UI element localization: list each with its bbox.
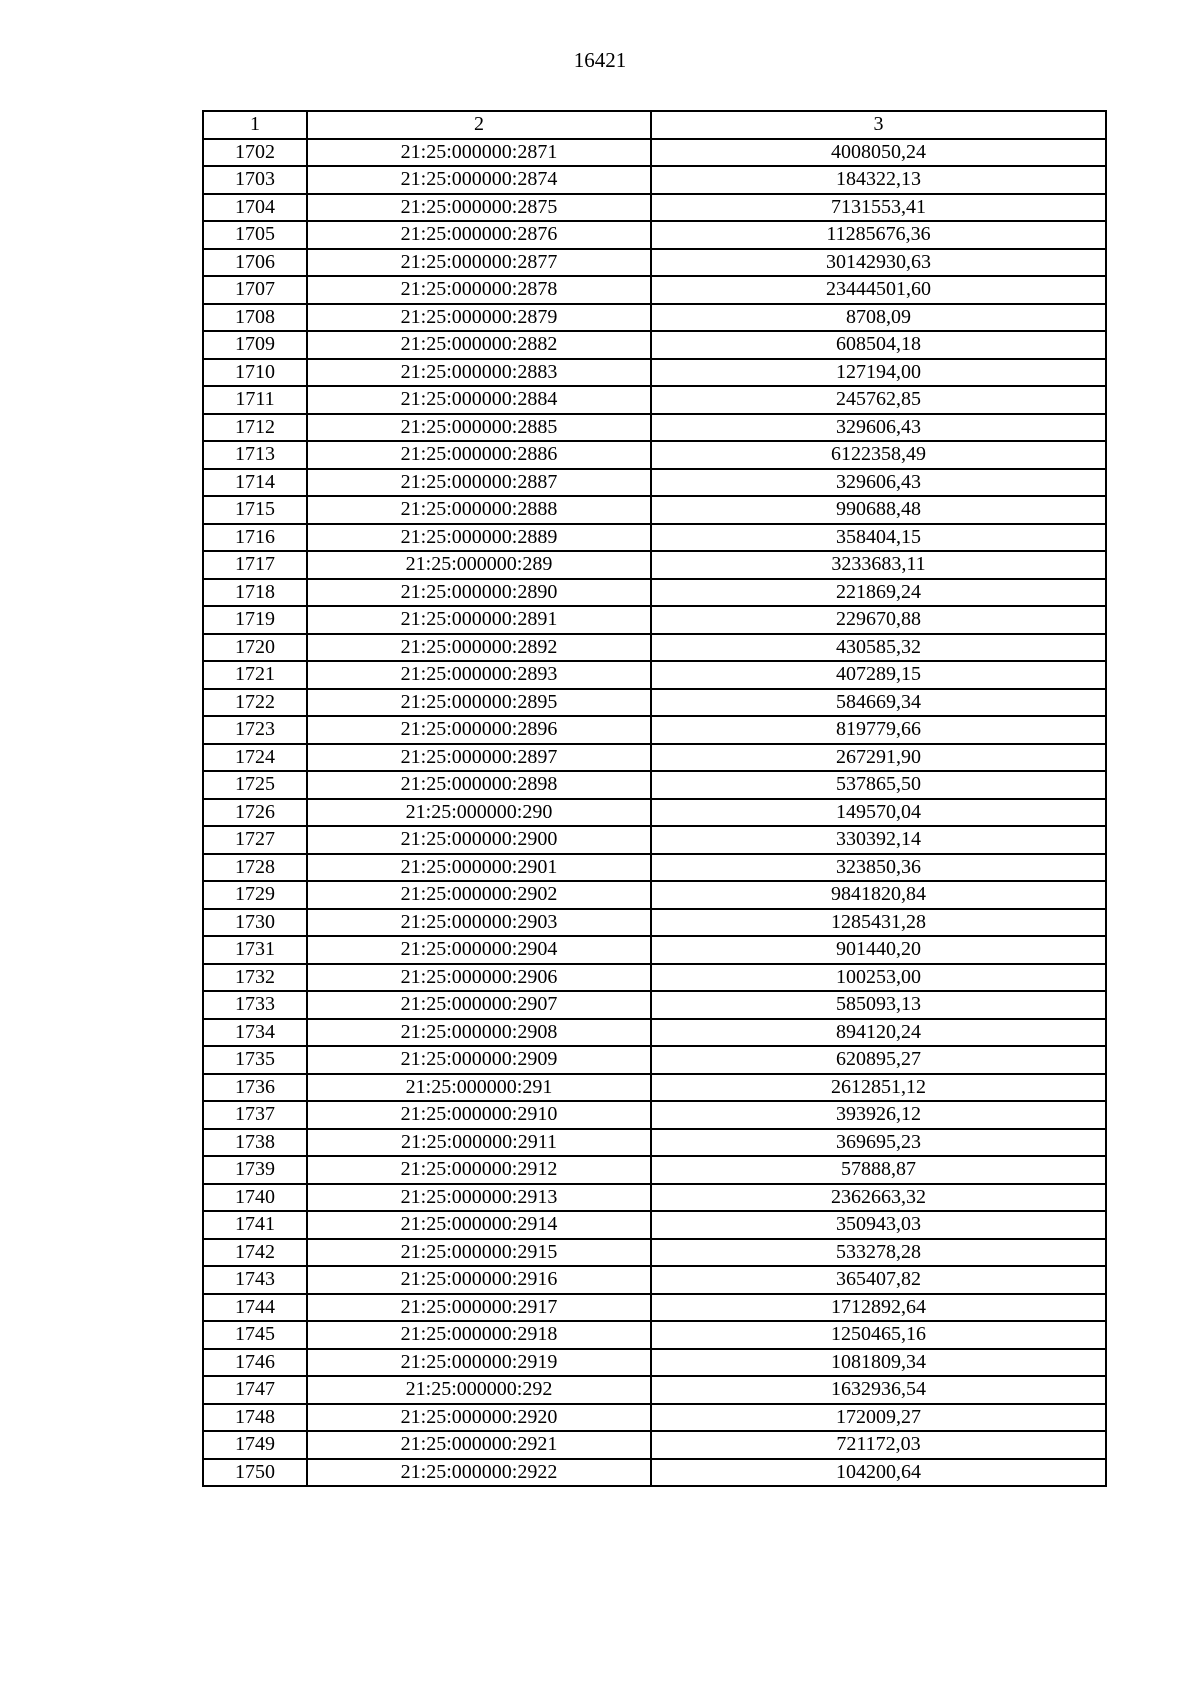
cadastral-value-cell: 104200,64 (651, 1459, 1106, 1487)
cadastral-value-cell: 819779,66 (651, 716, 1106, 744)
cadastral-value-cell: 30142930,63 (651, 249, 1106, 277)
row-number-cell: 1714 (203, 469, 307, 497)
cadastral-number-cell: 21:25:000000:2910 (307, 1101, 651, 1129)
cadastral-value-cell: 620895,27 (651, 1046, 1106, 1074)
table-row (203, 469, 1106, 497)
row-number-cell: 1709 (203, 331, 307, 359)
cadastral-number-cell: 21:25:000000:2911 (307, 1129, 651, 1157)
cadastral-value-cell: 267291,90 (651, 744, 1106, 772)
cadastral-value-cell: 184322,13 (651, 166, 1106, 194)
cadastral-number-cell: 21:25:000000:2891 (307, 606, 651, 634)
cadastral-value-cell: 369695,23 (651, 1129, 1106, 1157)
table-row (203, 744, 1106, 772)
row-number-cell: 1706 (203, 249, 307, 277)
cadastral-value-cell: 9841820,84 (651, 881, 1106, 909)
cadastral-value-cell: 6122358,49 (651, 441, 1106, 469)
cadastral-number-cell: 21:25:000000:2883 (307, 359, 651, 387)
row-number-cell: 1743 (203, 1266, 307, 1294)
cadastral-value-cell: 585093,13 (651, 991, 1106, 1019)
cadastral-number-cell: 21:25:000000:2921 (307, 1431, 651, 1459)
cadastral-number-cell: 21:25:000000:2915 (307, 1239, 651, 1267)
table-row (203, 716, 1106, 744)
table-row (203, 634, 1106, 662)
row-number-cell: 1722 (203, 689, 307, 717)
cadastral-value-cell: 358404,15 (651, 524, 1106, 552)
cadastral-value-cell: 23444501,60 (651, 276, 1106, 304)
column-header-2: 2 (307, 111, 651, 139)
cadastral-number-cell: 21:25:000000:2908 (307, 1019, 651, 1047)
column-header-3: 3 (651, 111, 1106, 139)
table-row (203, 991, 1106, 1019)
table-row (203, 579, 1106, 607)
table-row (203, 1349, 1106, 1377)
table-row (203, 551, 1106, 579)
cadastral-number-cell: 21:25:000000:2877 (307, 249, 651, 277)
cadastral-value-cell: 350943,03 (651, 1211, 1106, 1239)
cadastral-value-cell: 7131553,41 (651, 194, 1106, 222)
row-number-cell: 1750 (203, 1459, 307, 1487)
row-number-cell: 1744 (203, 1294, 307, 1322)
row-number-cell: 1720 (203, 634, 307, 662)
cadastral-number-cell: 21:25:000000:2878 (307, 276, 651, 304)
row-number-cell: 1726 (203, 799, 307, 827)
cadastral-number-cell: 21:25:000000:2892 (307, 634, 651, 662)
row-number-cell: 1733 (203, 991, 307, 1019)
cadastral-value-cell: 3233683,11 (651, 551, 1106, 579)
row-number-cell: 1746 (203, 1349, 307, 1377)
table-row (203, 496, 1106, 524)
row-number-cell: 1711 (203, 386, 307, 414)
row-number-cell: 1707 (203, 276, 307, 304)
row-number-cell: 1748 (203, 1404, 307, 1432)
table-row (203, 1184, 1106, 1212)
table-row (203, 359, 1106, 387)
cadastral-number-cell: 21:25:000000:2919 (307, 1349, 651, 1377)
row-number-cell: 1703 (203, 166, 307, 194)
row-number-cell: 1712 (203, 414, 307, 442)
cadastral-value-cell: 323850,36 (651, 854, 1106, 882)
cadastral-value-cell: 4008050,24 (651, 139, 1106, 167)
cadastral-value-cell: 407289,15 (651, 661, 1106, 689)
cadastral-value-cell: 1285431,28 (651, 909, 1106, 937)
cadastral-number-cell: 21:25:000000:2876 (307, 221, 651, 249)
table-row (203, 1239, 1106, 1267)
table-row (203, 139, 1106, 167)
cadastral-number-cell: 21:25:000000:291 (307, 1074, 651, 1102)
cadastral-value-cell: 221869,24 (651, 579, 1106, 607)
table-row (203, 909, 1106, 937)
cadastral-value-cell: 430585,32 (651, 634, 1106, 662)
table-row (203, 964, 1106, 992)
cadastral-value-cell: 894120,24 (651, 1019, 1106, 1047)
cadastral-number-cell: 21:25:000000:2897 (307, 744, 651, 772)
table-row (203, 221, 1106, 249)
cadastral-number-cell: 21:25:000000:2920 (307, 1404, 651, 1432)
cadastral-value-cell: 990688,48 (651, 496, 1106, 524)
row-number-cell: 1716 (203, 524, 307, 552)
cadastral-number-cell: 21:25:000000:2875 (307, 194, 651, 222)
cadastral-number-cell: 21:25:000000:2913 (307, 1184, 651, 1212)
table-row (203, 1266, 1106, 1294)
table-row (203, 1321, 1106, 1349)
cadastral-number-cell: 21:25:000000:2916 (307, 1266, 651, 1294)
cadastral-value-cell: 2612851,12 (651, 1074, 1106, 1102)
table-row (203, 276, 1106, 304)
table-row (203, 249, 1106, 277)
table-row (203, 689, 1106, 717)
row-number-cell: 1717 (203, 551, 307, 579)
table-row (203, 304, 1106, 332)
cadastral-number-cell: 21:25:000000:290 (307, 799, 651, 827)
table-row (203, 606, 1106, 634)
table-row (203, 331, 1106, 359)
row-number-cell: 1747 (203, 1376, 307, 1404)
row-number-cell: 1725 (203, 771, 307, 799)
cadastral-number-cell: 21:25:000000:2914 (307, 1211, 651, 1239)
cadastral-number-cell: 21:25:000000:2871 (307, 139, 651, 167)
cadastral-value-cell: 1250465,16 (651, 1321, 1106, 1349)
row-number-cell: 1721 (203, 661, 307, 689)
row-number-cell: 1740 (203, 1184, 307, 1212)
cadastral-value-cell: 149570,04 (651, 799, 1106, 827)
table-row (203, 661, 1106, 689)
row-number-cell: 1718 (203, 579, 307, 607)
table-row (203, 1294, 1106, 1322)
row-number-cell: 1729 (203, 881, 307, 909)
table-row (203, 1046, 1106, 1074)
cadastral-value-cell: 2362663,32 (651, 1184, 1106, 1212)
cadastral-number-cell: 21:25:000000:2904 (307, 936, 651, 964)
cadastral-value-cell: 365407,82 (651, 1266, 1106, 1294)
table-row (203, 194, 1106, 222)
cadastral-value-cell: 100253,00 (651, 964, 1106, 992)
cadastral-number-cell: 21:25:000000:2895 (307, 689, 651, 717)
cadastral-value-cell: 127194,00 (651, 359, 1106, 387)
cadastral-value-cell: 608504,18 (651, 331, 1106, 359)
row-number-cell: 1738 (203, 1129, 307, 1157)
table-row (203, 1101, 1106, 1129)
cadastral-value-cell: 584669,34 (651, 689, 1106, 717)
cadastral-number-cell: 21:25:000000:2889 (307, 524, 651, 552)
cadastral-value-cell: 11285676,36 (651, 221, 1106, 249)
table-row (203, 386, 1106, 414)
cadastral-value-cell: 533278,28 (651, 1239, 1106, 1267)
row-number-cell: 1713 (203, 441, 307, 469)
row-number-cell: 1719 (203, 606, 307, 634)
table-row (203, 166, 1106, 194)
row-number-cell: 1724 (203, 744, 307, 772)
row-number-cell: 1730 (203, 909, 307, 937)
row-number-cell: 1728 (203, 854, 307, 882)
cadastral-number-cell: 21:25:000000:2882 (307, 331, 651, 359)
cadastral-value-cell: 8708,09 (651, 304, 1106, 332)
cadastral-number-cell: 21:25:000000:2901 (307, 854, 651, 882)
row-number-cell: 1727 (203, 826, 307, 854)
row-number-cell: 1708 (203, 304, 307, 332)
cadastral-number-cell: 21:25:000000:2912 (307, 1156, 651, 1184)
row-number-cell: 1702 (203, 139, 307, 167)
table-row (203, 881, 1106, 909)
table-body (203, 139, 1106, 1487)
row-number-cell: 1742 (203, 1239, 307, 1267)
cadastral-number-cell: 21:25:000000:289 (307, 551, 651, 579)
page-number: 16421 (573, 48, 627, 72)
table-row (203, 854, 1106, 882)
cadastral-value-cell: 172009,27 (651, 1404, 1106, 1432)
table-header (203, 111, 1106, 139)
table-row (203, 1211, 1106, 1239)
cadastral-value-cell: 57888,87 (651, 1156, 1106, 1184)
row-number-cell: 1741 (203, 1211, 307, 1239)
row-number-cell: 1732 (203, 964, 307, 992)
cadastral-value-table (202, 110, 1107, 1487)
table-row (203, 1459, 1106, 1487)
cadastral-number-cell: 21:25:000000:2902 (307, 881, 651, 909)
table-row (203, 441, 1106, 469)
cadastral-number-cell: 21:25:000000:2909 (307, 1046, 651, 1074)
cadastral-number-cell: 21:25:000000:2887 (307, 469, 651, 497)
table-row (203, 826, 1106, 854)
cadastral-value-cell: 229670,88 (651, 606, 1106, 634)
row-number-cell: 1745 (203, 1321, 307, 1349)
cadastral-value-cell: 901440,20 (651, 936, 1106, 964)
table-row (203, 1129, 1106, 1157)
row-number-cell: 1710 (203, 359, 307, 387)
table-row (203, 1431, 1106, 1459)
cadastral-value-cell: 537865,50 (651, 771, 1106, 799)
row-number-cell: 1749 (203, 1431, 307, 1459)
cadastral-number-cell: 21:25:000000:2898 (307, 771, 651, 799)
table-row (203, 936, 1106, 964)
cadastral-value-cell: 1632936,54 (651, 1376, 1106, 1404)
cadastral-number-cell: 21:25:000000:2918 (307, 1321, 651, 1349)
cadastral-number-cell: 21:25:000000:2922 (307, 1459, 651, 1487)
cadastral-number-cell: 21:25:000000:2893 (307, 661, 651, 689)
cadastral-number-cell: 21:25:000000:2884 (307, 386, 651, 414)
cadastral-number-cell: 21:25:000000:2885 (307, 414, 651, 442)
cadastral-number-cell: 21:25:000000:2917 (307, 1294, 651, 1322)
cadastral-value-cell: 245762,85 (651, 386, 1106, 414)
cadastral-value-cell: 393926,12 (651, 1101, 1106, 1129)
table-row (203, 771, 1106, 799)
row-number-cell: 1731 (203, 936, 307, 964)
row-number-cell: 1739 (203, 1156, 307, 1184)
table-row (203, 1156, 1106, 1184)
cadastral-value-cell: 1712892,64 (651, 1294, 1106, 1322)
cadastral-number-cell: 21:25:000000:2903 (307, 909, 651, 937)
cadastral-number-cell: 21:25:000000:2890 (307, 579, 651, 607)
cadastral-number-cell: 21:25:000000:2896 (307, 716, 651, 744)
row-number-cell: 1723 (203, 716, 307, 744)
row-number-cell: 1715 (203, 496, 307, 524)
cadastral-number-cell: 21:25:000000:2886 (307, 441, 651, 469)
cadastral-number-cell: 21:25:000000:2900 (307, 826, 651, 854)
cadastral-number-cell: 21:25:000000:2906 (307, 964, 651, 992)
table-row (203, 1019, 1106, 1047)
cadastral-value-cell: 329606,43 (651, 469, 1106, 497)
cadastral-number-cell: 21:25:000000:2888 (307, 496, 651, 524)
table-row (203, 1376, 1106, 1404)
cadastral-value-cell: 330392,14 (651, 826, 1106, 854)
table-row (203, 1074, 1106, 1102)
cadastral-value-cell: 721172,03 (651, 1431, 1106, 1459)
table-row (203, 524, 1106, 552)
table-row (203, 414, 1106, 442)
cadastral-number-cell: 21:25:000000:292 (307, 1376, 651, 1404)
table-row (203, 1404, 1106, 1432)
cadastral-number-cell: 21:25:000000:2879 (307, 304, 651, 332)
cadastral-number-cell: 21:25:000000:2907 (307, 991, 651, 1019)
row-number-cell: 1735 (203, 1046, 307, 1074)
row-number-cell: 1737 (203, 1101, 307, 1129)
table-row (203, 799, 1106, 827)
column-header-1: 1 (203, 111, 307, 139)
header-row (203, 111, 1106, 139)
row-number-cell: 1705 (203, 221, 307, 249)
cadastral-value-cell: 329606,43 (651, 414, 1106, 442)
cadastral-value-cell: 1081809,34 (651, 1349, 1106, 1377)
cadastral-number-cell: 21:25:000000:2874 (307, 166, 651, 194)
row-number-cell: 1734 (203, 1019, 307, 1047)
row-number-cell: 1704 (203, 194, 307, 222)
row-number-cell: 1736 (203, 1074, 307, 1102)
